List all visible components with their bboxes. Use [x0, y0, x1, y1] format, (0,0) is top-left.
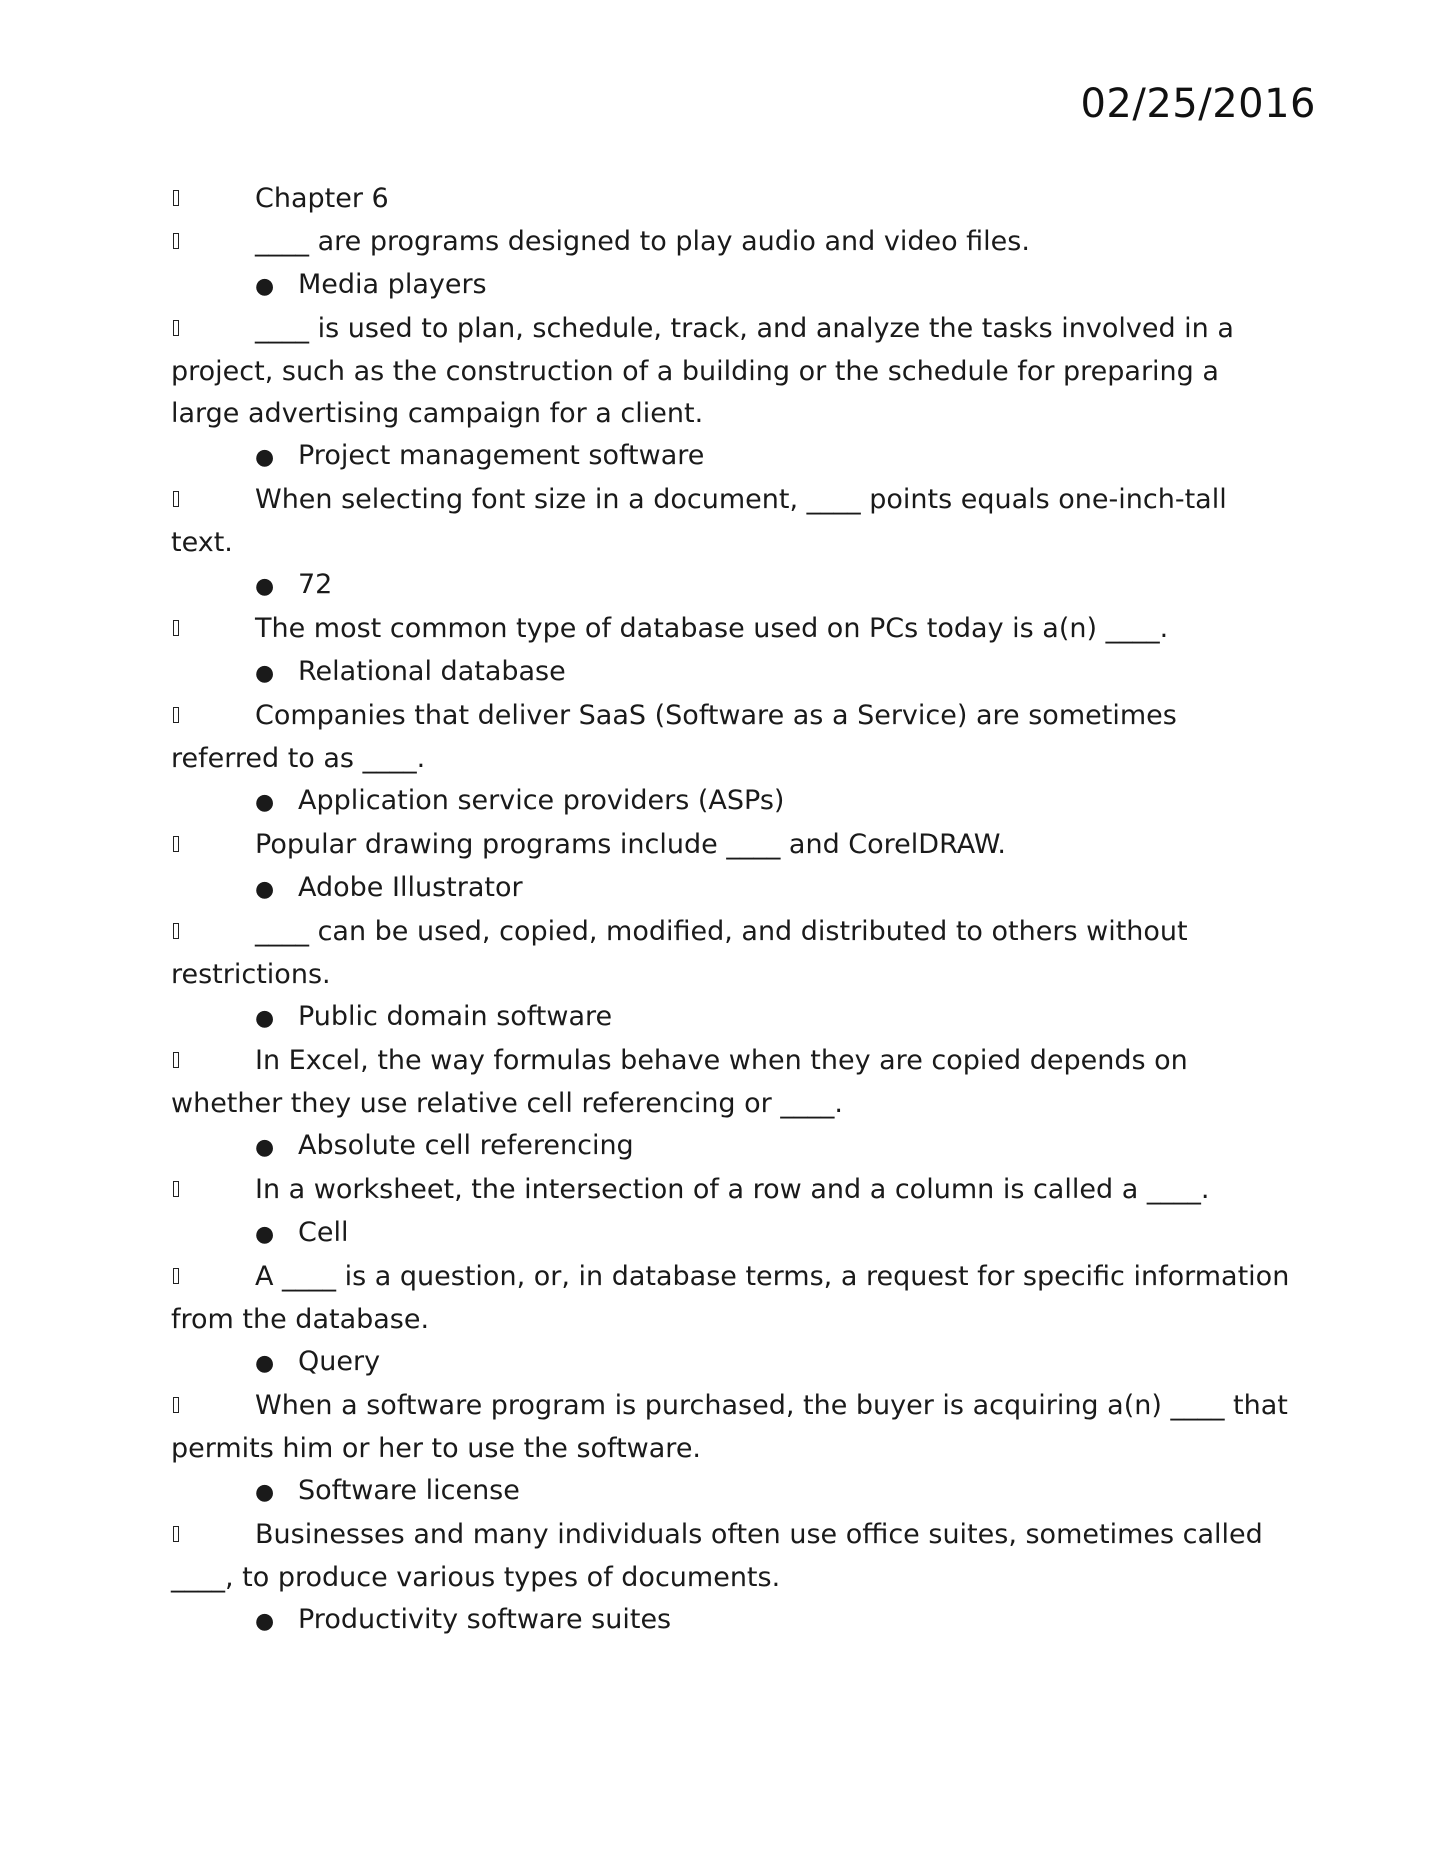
missing-glyph-icon: [171, 178, 255, 221]
question-text: Popular drawing programs include ____ and CorelDRAW.: [255, 829, 1006, 860]
answer-item: [171, 1599, 1291, 1643]
answer-item: [171, 867, 1291, 911]
bullet-icon: ●: [255, 1135, 275, 1160]
bullet-icon: ●: [255, 1351, 275, 1376]
question-item: [171, 695, 1291, 780]
answer-item: [171, 1212, 1291, 1256]
missing-glyph-icon: [171, 479, 255, 522]
question-item: [171, 1514, 1291, 1599]
question-text: ____ are programs designed to play audio and video files.: [255, 226, 1030, 257]
answer-item: [171, 996, 1291, 1040]
question-text: ____ can be used, copied, modified, and distributed to others without restrictions.: [171, 916, 1188, 990]
answer-item: [171, 264, 1291, 308]
question-item: [171, 1385, 1291, 1470]
question-text: When a software program is purchased, the buyer is acquiring a(n) ____ that permits him or her to use the software.: [171, 1390, 1288, 1464]
question-text: In a worksheet, the intersection of a row and a column is called a ____.: [255, 1174, 1210, 1205]
answer-item: [171, 1125, 1291, 1169]
question-item: [171, 308, 1291, 435]
answer-item: [171, 1470, 1291, 1514]
answer-item: [171, 780, 1291, 824]
answer-text: Cell: [298, 1217, 349, 1248]
question-text: A ____ is a question, or, in database terms, a request for specific information from the database.: [171, 1261, 1290, 1335]
missing-glyph-icon: [171, 1514, 255, 1557]
answer-text: 72: [298, 569, 333, 600]
answer-item: [171, 564, 1291, 608]
question-text: ____ is used to plan, schedule, track, and analyze the tasks involved in a project, such as the construction of a building or the schedule for preparing a large advertising campaign for a client.: [171, 313, 1234, 429]
bullet-icon: ●: [255, 790, 275, 815]
missing-glyph-icon: [171, 221, 255, 264]
bullet-icon: ●: [255, 445, 275, 470]
answer-text: Public domain software: [298, 1001, 613, 1032]
question-text: When selecting font size in a document, ____ points equals one-inch-tall text.: [171, 484, 1227, 558]
question-item: [171, 824, 1291, 867]
bullet-icon: ●: [255, 1609, 275, 1634]
answer-text: Relational database: [298, 656, 566, 687]
question-item: [171, 479, 1291, 564]
answer-text: Adobe Illustrator: [298, 872, 523, 903]
question-item: [171, 911, 1291, 996]
answer-text: Application service providers (ASPs): [298, 785, 785, 816]
bullet-icon: ●: [255, 1480, 275, 1505]
answer-text: Productivity software suites: [298, 1604, 672, 1635]
answer-item: [171, 651, 1291, 695]
question-item: [171, 1256, 1291, 1341]
question-item: [171, 221, 1291, 264]
question-text: Companies that deliver SaaS (Software as a Service) are sometimes referred to as ____.: [171, 700, 1177, 774]
answer-item: [171, 435, 1291, 479]
missing-glyph-icon: [171, 1169, 255, 1212]
question-item: [171, 1040, 1291, 1125]
question-text: Businesses and many individuals often use office suites, sometimes called ____, to produce various types of documents.: [171, 1519, 1263, 1593]
bullet-icon: ●: [255, 877, 275, 902]
bullet-icon: ●: [255, 661, 275, 686]
missing-glyph-icon: [171, 824, 255, 867]
page-date: 02/25/2016: [1080, 81, 1316, 127]
question-text: The most common type of database used on PCs today is a(n) ____.: [255, 613, 1169, 644]
question-text: In Excel, the way formulas behave when they are copied depends on whether they use relative cell referencing or ____.: [171, 1045, 1188, 1119]
missing-glyph-icon: [171, 608, 255, 651]
missing-glyph-icon: [171, 911, 255, 954]
answer-text: Media players: [298, 269, 487, 300]
answer-text: Project management software: [298, 440, 705, 471]
question-item: [171, 608, 1291, 651]
answer-text: Software license: [298, 1475, 520, 1506]
missing-glyph-icon: [171, 1040, 255, 1083]
question-list: [171, 178, 1291, 1643]
chapter-heading: [171, 178, 1291, 221]
missing-glyph-icon: [171, 1256, 255, 1299]
question-item: [171, 1169, 1291, 1212]
answer-item: [171, 1341, 1291, 1385]
missing-glyph-icon: [171, 308, 255, 351]
bullet-icon: ●: [255, 574, 275, 599]
missing-glyph-icon: [171, 1385, 255, 1428]
bullet-icon: ●: [255, 1006, 275, 1031]
bullet-icon: ●: [255, 274, 275, 299]
answer-text: Absolute cell referencing: [298, 1130, 634, 1161]
bullet-icon: ●: [255, 1222, 275, 1247]
missing-glyph-icon: [171, 695, 255, 738]
answer-text: Query: [298, 1346, 381, 1377]
chapter-title: Chapter 6: [255, 183, 389, 214]
